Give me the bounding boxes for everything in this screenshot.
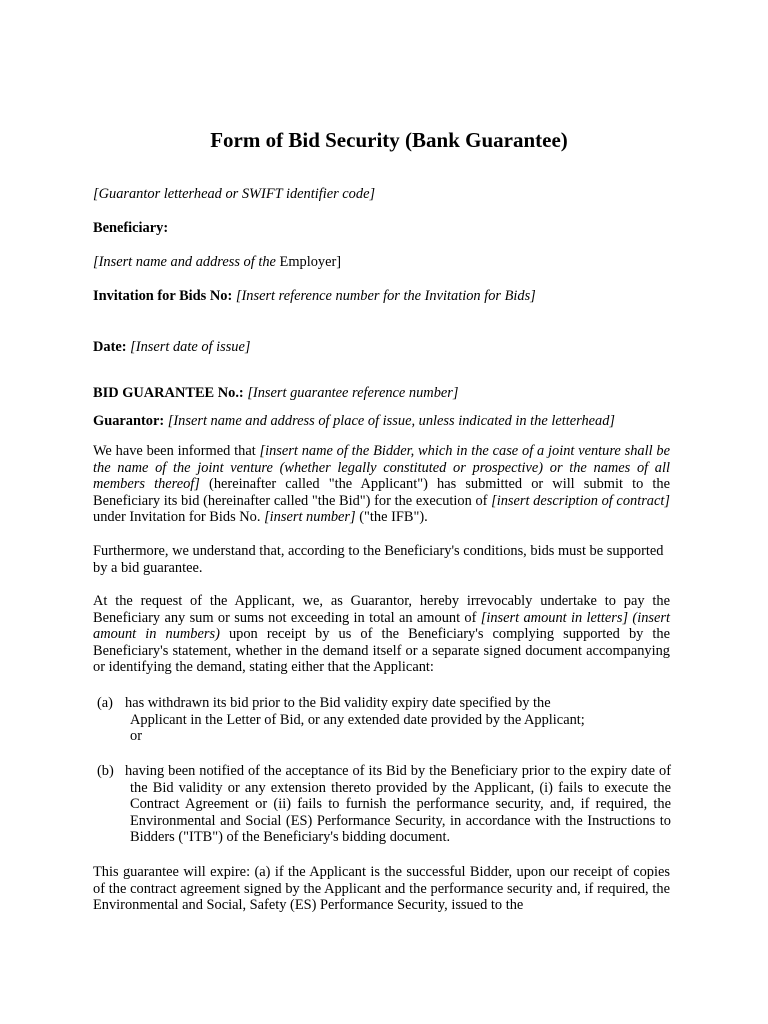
guarantee-no-label: BID GUARANTEE No.: [93, 385, 244, 401]
guarantor-label: Guarantor: [93, 413, 165, 429]
ifb-placeholder: [Insert reference number for the Invitation for Bids] [235, 288, 536, 304]
item-a-line2: Applicant in the Letter of Bid, or any extended date provided by the Applicant; [130, 711, 585, 728]
beneficiary-line [93, 254, 673, 271]
item-a-line3: or [130, 728, 142, 745]
beneficiary-tail: Employer] [275, 254, 342, 270]
p3-text-c: upon receipt by us of the Beneficiary's complying supported by the Beneficiary's statement, whether in the demand itself or a separate signed document accompanying or identifying the demand, stating either that the Applicant: [93, 626, 670, 676]
date-placeholder: [Insert date of issue] [130, 339, 251, 355]
beneficiary-label: Beneficiary: [93, 220, 169, 236]
p1-number-placeholder: [insert number] [264, 509, 356, 526]
informed-paragraph [93, 443, 670, 526]
p3-text-a: At the request of the Applicant, we, as Guarantor, hereby irrevocably undertake to pay the Beneficiary any sum or sums not exceeding in total an amount of [93, 593, 670, 626]
list-marker-b: (b) [97, 763, 114, 779]
list-marker-a: (a) [97, 695, 113, 711]
p1-contract-placeholder: [insert description of contract] [491, 492, 670, 509]
p1-text-c: (hereinafter called "the Applicant") has submitted or will submit to the Beneficiary its bid (hereinafter called "the Bid") for the execution of [93, 476, 670, 509]
guarantee-no-line [93, 385, 673, 402]
guarantor-placeholder: [Insert name and address of place of issue, unless indicated in the letterhead] [167, 413, 616, 429]
date-label: Date: [93, 339, 127, 355]
item-a-line1: has withdrawn its bid prior to the Bid validity expiry date specified by the [125, 695, 551, 711]
date-line [93, 339, 673, 356]
request-paragraph [93, 593, 670, 676]
p3-amount-placeholder: [insert amount in letters] (insert amount in numbers) [93, 609, 671, 643]
item-b-text: having been notified of the acceptance of its Bid by the Beneficiary prior to the expiry date of the Bid validity or any extension thereto provided by the Applicant, (i) fails to execute the Contract Agreement or (ii) fails to furnish the performance security, and, if required, the Environmental and Social (ES) Performance Security, in accordance with the Instructions to Bidders ("ITB") of the Beneficiary's bidding document. [125, 763, 671, 846]
letterhead-placeholder: [Guarantor letterhead or SWIFT identifier code] [93, 186, 376, 202]
document-title: Form of Bid Security (Bank Guarantee) [210, 128, 568, 152]
guarantor-line [93, 413, 673, 430]
p1-bidder-placeholder: [insert name of the Bidder, which in the case of a joint venture shall be the name of the joint venture (whether legally constituted or prospective) or the names of all members thereof] [93, 443, 670, 493]
guarantee-no-placeholder: [Insert guarantee reference number] [247, 385, 459, 401]
beneficiary-placeholder: [Insert name and address of the [93, 254, 276, 270]
ifb-label: Invitation for Bids No: [93, 288, 233, 304]
ifb-line [93, 288, 673, 305]
list-item-a [97, 695, 671, 745]
p1-text-g: ("the IFB"). [355, 509, 428, 526]
p1-text-e: under Invitation for Bids No. [93, 509, 265, 526]
expiry-paragraph: This guarantee will expire: (a) if the Applicant is the successful Bidder, upon our receipt of copies of the contract agreement signed by the Applicant and the performance security and, if required, the Environmental and Social, Safety (ES) Performance Security, issued to the [93, 864, 670, 914]
list-item-b [97, 763, 671, 846]
p1-text-a: We have been informed that [93, 443, 260, 459]
understand-paragraph: Furthermore, we understand that, according to the Beneficiary's conditions, bids must be supported by a bid guarantee. [93, 543, 664, 576]
